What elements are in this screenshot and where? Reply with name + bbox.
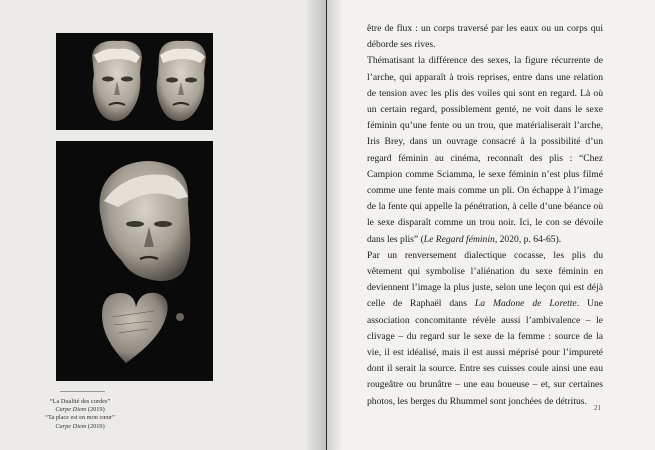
left-page — [0, 0, 326, 450]
paragraph-1: être de flux : un corps traversé par les eaux ou un corps qui déborde ses rives. — [367, 23, 603, 51]
painting-title: La Madone de Lorette — [474, 298, 577, 310]
caption-title-2: “Ta place est en mon cœur” — [45, 414, 115, 422]
caption-artist-1: Carpe Diem — [55, 406, 87, 414]
reference-details: , 2020, p. 64-65). — [494, 233, 562, 245]
paragraph-3 — [367, 248, 603, 410]
caption-year-2: (2019) — [87, 422, 105, 430]
photo-statue-head-and-heart — [56, 141, 213, 381]
caption-title-1: “La Dualité des cordes” — [49, 398, 111, 405]
body-text — [367, 21, 603, 410]
sculpted-heads-image — [56, 33, 213, 130]
gutter-shadow — [327, 0, 343, 450]
paragraph-2: Thématisant la différence des sexes, la figure récurrente de l’arche, qui apparaît à trois reprises, entre dans une relation de tension avec les plis des voiles qui sont en regard. Là où un certain regard, possiblement genté, ne voit dans le sexe féminin qu’une fente ou un trou, que matérialiserait l’arche, Iris Brey, dans un ouvrage consacré à la possibilité d’un regard féminin au cinéma, reconnaît des plis : “Chez Campion comme Sciamma, le sexe féminin n’est plus filmé comme une fente mais comme un pli. On échappe à l’image de la fente qui appelle la pénétration, à celle d’une béance où le sexe disparaît comme un trou noir. Ici, le con se dévoile dans les plis” (Le Regard féminin, 2020, p. 64-65). — [367, 55, 603, 245]
reference-title: Le Regard féminin — [423, 233, 495, 245]
caption-artist-2: Carpe Diem — [55, 422, 87, 430]
photo-caption — [20, 398, 140, 431]
gutter-shadow — [304, 0, 326, 450]
caption-credit-1 — [20, 406, 140, 414]
paragraph-3-text-a: Par un renversement dialectique cocasse, les plis du vêtement qui symbolise l’aliénation du sexe féminin en deviennent l’image la plus juste, selon une leçon qui est déjà celle de Raphaël dans — [367, 249, 603, 310]
caption-credit-2 — [20, 423, 140, 431]
photo-two-sculpted-heads — [56, 33, 213, 130]
page-number: 21 — [594, 404, 601, 412]
statue-head-heart-image — [56, 141, 213, 381]
caption-year-1: (2019) — [87, 406, 105, 414]
paragraph-3-text-b: . Une association concomitante révèle aussi l’ambivalence – le clivage – du regard sur le sexe de la femme : source de la vie, il est idéalisé, mais il est aussi méprisé pour l’impureté dont il serait la source. Entre ses cuisses coule ainsi une eau rougeâtre ou brunâtre – une eau boueuse – et, sur certaines photos, les berges du Rhummel sont jonchées de détritus. — [367, 298, 603, 407]
paragraph-2-text: Thématisant la différence des sexes, la figure récurrente de l’arche, qui apparaît à trois reprises, entre dans une relation de tension avec les plis des voiles qui sont en regard. Là où un certain regard, possiblement genté, ne voit dans le sexe féminin qu’une fente ou un trou, que matérialiserait l’arche, Iris Brey, dans un ouvrage consacré à la possibilité d’un regard féminin au cinéma, reconnaît des plis : “Chez Campion comme Sciamma, le sexe féminin n’est plus filmé comme une fente mais comme un pli. On échappe à l’image de la fente qui appelle la pénétration, à celle d’une béance où le sexe disparaît comme un trou noir. Ici, le con se dévoile dans les plis” — [367, 55, 603, 245]
caption-divider — [60, 391, 105, 392]
